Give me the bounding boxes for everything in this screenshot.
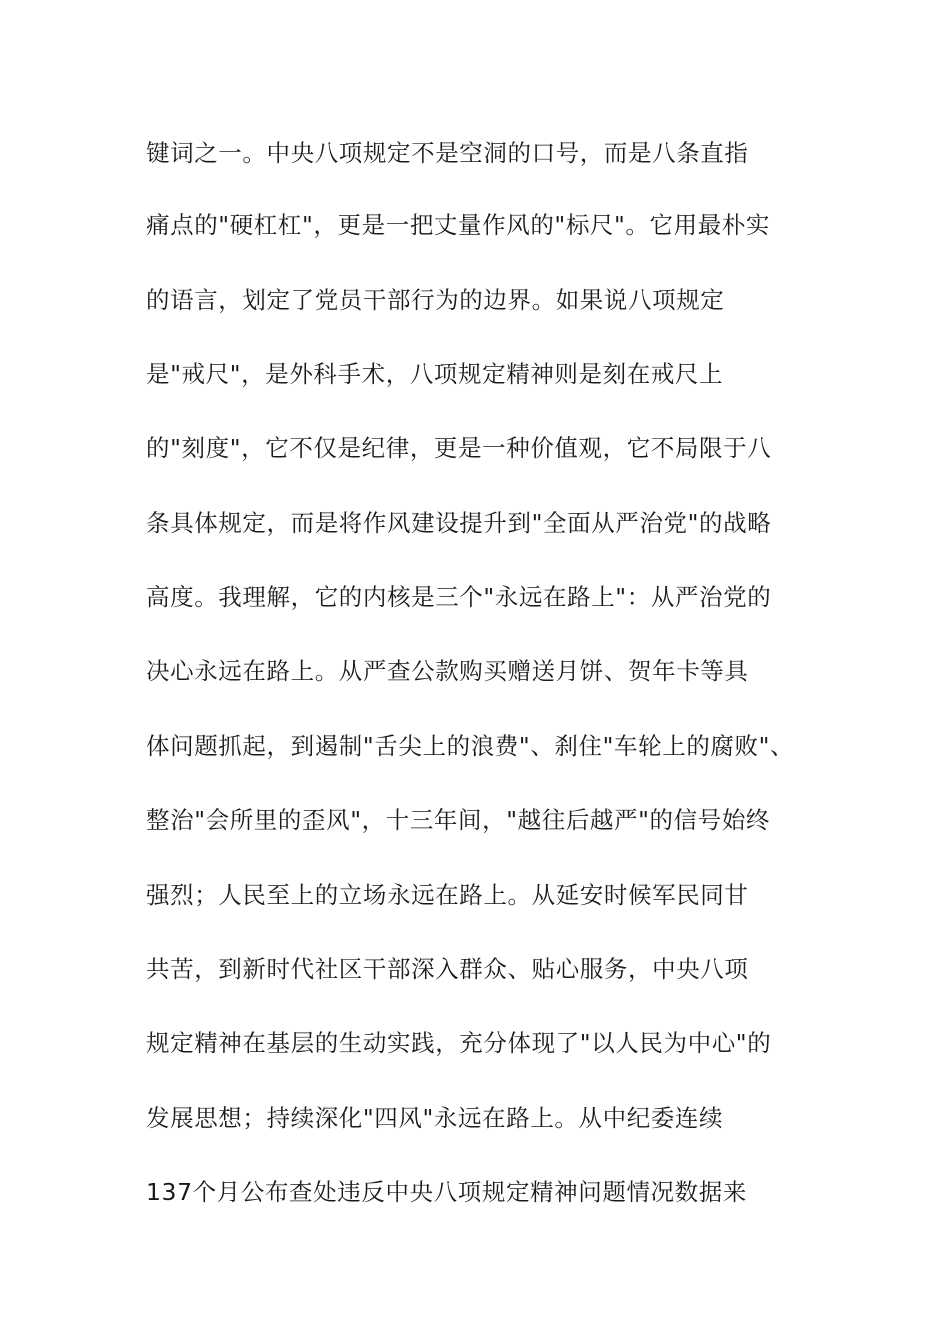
paragraph-line: 的语言，划定了党员干部行为的边界。如果说八项规定	[146, 286, 725, 314]
paragraph-line: 共苦，到新时代社区干部深入群众、贴心服务，中央八项	[146, 955, 749, 983]
paragraph-line: 整治"会所里的歪风"，十三年间，"越往后越严"的信号始终	[146, 806, 771, 834]
paragraph-line: 决心永远在路上。从严查公款购买赠送月饼、贺年卡等具	[146, 657, 749, 685]
paragraph-line: 高度。我理解，它的内核是三个"永远在路上"：从严治党的	[146, 583, 772, 611]
paragraph-line: 条具体规定，而是将作风建设提升到"全面从严治党"的战略	[146, 509, 772, 537]
paragraph-line: 键词之一。中央八项规定不是空洞的口号，而是八条直指	[146, 139, 749, 167]
paragraph-line: 是"戒尺"，是外科手术，八项规定精神则是刻在戒尺上	[146, 360, 724, 388]
paragraph-line: 规定精神在基层的生动实践，充分体现了"以人民为中心"的	[146, 1029, 772, 1057]
paragraph-line: 137个月公布查处违反中央八项规定精神问题情况数据来	[146, 1178, 747, 1206]
paragraph-line: 的"刻度"，它不仅是纪律，更是一种价值观，它不局限于八	[146, 434, 772, 462]
paragraph-line: 发展思想；持续深化"四风"永远在路上。从中纪委连续	[146, 1104, 724, 1132]
paragraph-line: 痛点的"硬杠杠"，更是一把丈量作风的"标尺"。它用最朴实	[146, 211, 771, 239]
paragraph-line: 强烈；人民至上的立场永远在路上。从延安时候军民同甘	[146, 881, 749, 909]
paragraph-line: 体问题抓起，到遏制"舌尖上的浪费"、刹住"车轮上的腐败"、	[146, 732, 795, 760]
